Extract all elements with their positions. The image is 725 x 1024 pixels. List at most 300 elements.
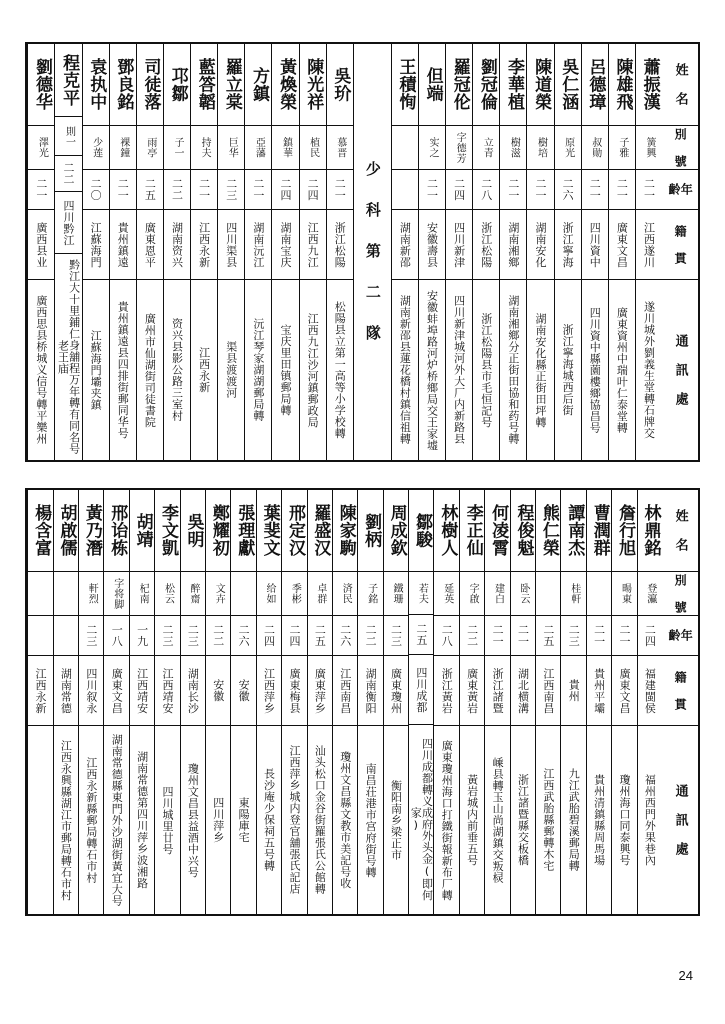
entry-age-text: 二一 — [197, 178, 211, 201]
entry-name-text: 邢定汉 — [285, 504, 305, 557]
entry-alias — [636, 126, 662, 170]
entry-native-text: 江西永新 — [34, 667, 48, 714]
entry-name-text: 藍答韜 — [194, 58, 215, 111]
entry-age — [79, 616, 103, 656]
header-native-text: 籍 貫 — [673, 670, 688, 711]
roster-entry-column — [230, 490, 255, 914]
entry-alias-text: 松云 — [162, 583, 174, 604]
entry-native — [155, 656, 179, 726]
entry-age — [561, 616, 585, 656]
entry-alias — [55, 117, 81, 156]
entry-name-text: 陳雄飛 — [612, 58, 633, 111]
entry-alias-text: 字将脚 — [111, 577, 123, 610]
entry-address-text: 浙江寧海城西后街 — [561, 324, 575, 416]
roster-entry-column — [383, 490, 408, 914]
entry-native — [638, 656, 662, 726]
entry-age — [333, 616, 357, 656]
entry-name — [308, 490, 332, 572]
entry-address-text: 東陽庫宅 — [237, 797, 251, 843]
roster-entry-column — [526, 44, 553, 460]
entry-native — [473, 210, 499, 280]
entry-name — [218, 44, 244, 126]
entry-age-text: 二二 — [170, 178, 184, 201]
entry-address-text: 安徽蚌埠路河炉桥鄉局交王家墟 — [425, 289, 439, 451]
entry-alias — [206, 572, 230, 616]
entry-age — [245, 170, 271, 210]
entry-address-text: 渠县渡渡河 — [224, 341, 238, 399]
entry-address — [609, 280, 635, 460]
entry-name-text: 羅冠伦 — [449, 58, 470, 111]
entry-alias — [28, 126, 54, 170]
entry-age — [419, 170, 445, 210]
entry-native-text: 浙江寧海 — [561, 221, 575, 268]
entry-address — [485, 726, 509, 914]
entry-alias — [473, 126, 499, 170]
roster-entry-column — [27, 44, 54, 460]
entry-alias — [83, 126, 109, 170]
header-alias — [662, 572, 698, 616]
entry-address-text: 宝庆里田镇郵局轉 — [279, 324, 293, 416]
roster-table-top — [25, 42, 700, 462]
entry-name — [561, 490, 585, 572]
entry-name — [587, 490, 611, 572]
entry-age — [308, 616, 332, 656]
entry-address — [392, 280, 418, 460]
entry-age — [638, 616, 662, 656]
entry-alias-text: 軒烈 — [86, 583, 98, 604]
entry-native — [327, 210, 353, 280]
entry-alias-text: 字啟 — [467, 583, 479, 604]
entry-alias-text: 鐵珊 — [390, 583, 402, 604]
entry-alias-text: 字德芳 — [454, 131, 466, 164]
entry-age-text: 二一 — [534, 178, 548, 201]
entry-address — [384, 726, 408, 914]
entry-native — [257, 656, 281, 726]
entry-name-text: 詹行旭 — [615, 504, 636, 557]
entry-name-text: 林樹人 — [437, 504, 458, 557]
entry-native — [300, 210, 326, 280]
entry-native-text: 四川叙永 — [84, 667, 98, 714]
entry-age-text: 二四 — [306, 178, 320, 201]
entry-native-text: 廣東黃岩 — [465, 667, 479, 714]
entry-age — [409, 615, 433, 655]
entry-native — [485, 656, 509, 726]
entry-native-text: 貴州平壩 — [592, 667, 606, 714]
entry-age-text: 二三 — [186, 624, 200, 647]
entry-native — [358, 656, 382, 726]
entry-name — [83, 44, 109, 126]
roster-entry-column — [326, 44, 353, 460]
entry-age — [392, 170, 418, 210]
entry-native-text: 湖南新邵 — [398, 221, 412, 268]
entry-native-text: 福建閩侯 — [643, 667, 657, 714]
entry-address-text: 江西永新縣郵局轉石市村 — [84, 756, 98, 884]
entry-age — [137, 170, 163, 210]
entry-address — [83, 280, 109, 460]
entry-name-text: 但端 — [422, 67, 443, 102]
entry-age — [636, 170, 662, 210]
entry-address-text: 江蘇海門壩夹鎮 — [89, 329, 103, 411]
entry-alias — [333, 572, 357, 616]
entry-native — [231, 656, 255, 726]
entry-native-text: 安徽 — [237, 679, 251, 702]
entry-name-text: 鄧良銘 — [113, 58, 134, 111]
entry-name-text: 李文凱 — [158, 504, 179, 557]
entry-alias — [181, 572, 205, 616]
roster-entry-column — [586, 490, 611, 914]
entry-native-text: 湖南长沙 — [186, 667, 200, 714]
entry-alias-text: 卧云 — [517, 583, 529, 604]
entry-age-text: 二一 — [425, 178, 439, 201]
header-name-text: 姓 名 — [672, 63, 688, 106]
header-age — [662, 616, 698, 656]
entry-alias-text: 樹滋 — [508, 137, 520, 158]
entry-address — [612, 726, 636, 914]
entry-alias-text: 给如 — [264, 583, 276, 604]
entry-age — [384, 616, 408, 656]
entry-native — [587, 656, 611, 726]
entry-native — [392, 210, 418, 280]
entry-alias-text: 雨亭 — [144, 137, 156, 158]
entry-name — [555, 44, 581, 126]
entry-name — [104, 490, 128, 572]
entry-native — [54, 656, 78, 726]
entry-address-text: 汕头松口金谷街羅張氏公館轉 — [313, 745, 327, 895]
entry-alias-text: 少莲 — [90, 137, 102, 158]
entry-alias-text: 醉齋 — [187, 583, 199, 604]
entry-name — [460, 490, 484, 572]
roster-entry-column — [357, 490, 382, 914]
entry-native-text: 湖南资兴 — [170, 221, 184, 268]
entry-address-text: 四川成都轉义成府外头金(即何家) — [409, 737, 434, 901]
entry-name — [434, 490, 458, 572]
entry-address — [164, 280, 190, 460]
entry-age — [155, 616, 179, 656]
entry-native-text: 江西九江 — [306, 221, 320, 268]
entry-alias — [561, 572, 585, 616]
header-address-text: 通 訊 處 — [672, 334, 688, 406]
roster-entry-column — [129, 490, 154, 914]
entry-name-text: 吳明 — [183, 513, 204, 548]
entry-address — [79, 726, 103, 914]
entry-alias-text: 登灜 — [644, 583, 656, 604]
entry-address-text: 松陽县立第一高等小学校轉 — [333, 301, 347, 439]
entry-name — [272, 44, 298, 126]
entry-age — [555, 170, 581, 210]
entry-alias-text: 延英 — [441, 583, 453, 604]
roster-entry-column — [484, 490, 509, 914]
entry-name-text: 熊仁榮 — [538, 504, 559, 557]
entry-name — [257, 490, 281, 572]
entry-name — [511, 490, 535, 572]
entry-native — [282, 656, 306, 726]
entry-alias — [434, 572, 458, 616]
entry-native — [582, 210, 608, 280]
entry-name-text: 周成欽 — [386, 504, 407, 557]
entry-alias-text: 建白 — [492, 583, 504, 604]
entry-age-text: 二五 — [541, 624, 555, 647]
entry-name-text: 何凌霄 — [488, 504, 509, 557]
entry-alias — [582, 126, 608, 170]
entry-native-text: 廣東文昌 — [615, 221, 629, 268]
entry-age — [500, 170, 526, 210]
entry-name-text: 曹潤群 — [589, 504, 610, 557]
entry-native-text: 廣東恩平 — [143, 221, 157, 268]
entry-alias-text: 子銘 — [365, 583, 377, 604]
header-native — [662, 210, 698, 280]
entry-native — [79, 656, 103, 726]
entry-age — [104, 616, 128, 656]
entry-age — [300, 170, 326, 210]
entry-address — [245, 280, 271, 460]
entry-alias-text: 原光 — [562, 137, 574, 158]
entry-address — [206, 726, 230, 914]
entry-native-text: 四川新津 — [452, 221, 466, 268]
entry-alias — [282, 572, 306, 616]
entry-age-text: 二一 — [491, 624, 505, 647]
entry-age-text: 二一 — [615, 178, 629, 201]
entry-name — [191, 44, 217, 126]
entry-address — [434, 726, 458, 914]
entry-alias-text: 若夫 — [416, 582, 428, 604]
roster-entry-column — [299, 44, 326, 460]
entry-age — [54, 616, 78, 656]
entry-alias-text: 亞藩 — [253, 137, 265, 158]
entry-alias — [245, 126, 271, 170]
entry-age-text: 二一 — [333, 178, 347, 201]
entry-native-text: 廣東梅县 — [287, 667, 301, 714]
entry-native-text: 湖南沅江 — [251, 221, 265, 268]
entry-name — [110, 44, 136, 126]
entry-name-text: 吳仁涵 — [558, 58, 579, 111]
entry-alias-text: 鎮華 — [280, 137, 292, 158]
entry-address-text: 廣東資州中瑞叶仁泰堂轉 — [615, 306, 629, 434]
entry-native — [218, 210, 244, 280]
entry-age — [231, 616, 255, 656]
page-number: 24 — [678, 968, 693, 983]
entry-age-text: 二五 — [143, 178, 157, 201]
entry-address-text: 江西永新 — [197, 347, 211, 393]
entry-alias — [272, 126, 298, 170]
entry-native-text: 安徽壽县 — [425, 221, 439, 268]
entry-address — [110, 280, 136, 460]
entry-alias — [384, 572, 408, 616]
entry-age-text: 二四 — [643, 624, 657, 647]
entry-age-text: 二一 — [516, 624, 530, 647]
entry-address-text: 四川城里廿号 — [160, 785, 174, 855]
entry-name — [527, 44, 553, 126]
entry-address — [308, 726, 332, 914]
entry-age — [609, 170, 635, 210]
entry-alias-text: 杞南 — [137, 583, 149, 604]
roster-entry-column — [637, 490, 662, 914]
entry-age-text: 二八 — [479, 178, 493, 201]
roster-entry-column — [109, 44, 136, 460]
roster-entry-column — [332, 490, 357, 914]
entry-address-text: 瓊州文昌縣文教市美記号收 — [338, 751, 352, 889]
entry-age — [28, 616, 52, 656]
entry-native — [137, 210, 163, 280]
entry-address — [555, 280, 581, 460]
entry-name — [419, 44, 445, 126]
entry-age-text: 二一 — [251, 178, 265, 201]
entry-alias-text: 樹培 — [535, 137, 547, 158]
roster-entry-column — [82, 44, 109, 460]
entry-alias — [500, 126, 526, 170]
entry-age-text: 二二 — [62, 162, 76, 186]
entry-native — [500, 210, 526, 280]
entry-age-text: 二三 — [567, 624, 581, 647]
entry-age — [446, 170, 472, 210]
entry-native — [110, 210, 136, 280]
entry-name-text: 蕭振漢 — [639, 58, 660, 111]
column-headers — [662, 490, 698, 914]
entry-native-text: 江蘇海門 — [89, 221, 103, 268]
entry-alias — [612, 572, 636, 616]
entry-address-text: 浙江松陽县市毛恒記号 — [479, 312, 493, 428]
entry-name — [181, 490, 205, 572]
entry-native — [527, 210, 553, 280]
entry-name-text: 羅立棠 — [221, 58, 242, 111]
entry-alias-text: 持夫 — [199, 137, 211, 158]
entry-alias-text: 澤光 — [36, 137, 48, 158]
entry-name-text: 陳光祥 — [303, 58, 324, 111]
roster-entry-column — [271, 44, 298, 460]
entry-alias — [130, 572, 154, 616]
entry-address — [536, 726, 560, 914]
entry-age-text: 二二 — [211, 624, 225, 647]
roster-entry-column — [244, 44, 271, 460]
entry-age-text: 二六 — [561, 178, 575, 201]
entry-native — [536, 656, 560, 726]
entry-native-text: 廣東文昌 — [618, 667, 632, 714]
entry-address-text: 江西九江沙河鎮郵政局 — [306, 312, 320, 428]
entry-alias — [587, 572, 611, 616]
entry-native-text: 廣東瓊州 — [389, 667, 403, 714]
entry-alias-text: 文卉 — [213, 583, 225, 604]
entry-native — [419, 210, 445, 280]
entry-name — [155, 490, 179, 572]
entry-address-text: 廣西思县桥城义信号轉平樂州 — [34, 295, 48, 445]
entry-address — [155, 726, 179, 914]
entry-native — [55, 192, 81, 254]
entry-age-text: 二一 — [592, 624, 606, 647]
entry-native-text: 江西萍乡 — [262, 667, 276, 714]
entry-native — [104, 656, 128, 726]
entry-age — [587, 616, 611, 656]
entry-native — [636, 210, 662, 280]
entry-name — [582, 44, 608, 126]
roster-entry-column — [459, 490, 484, 914]
entry-alias-text: 实之 — [427, 137, 439, 158]
entry-name-text: 胡靖 — [132, 513, 153, 548]
entry-age — [282, 616, 306, 656]
entry-age — [181, 616, 205, 656]
entry-name — [28, 44, 54, 126]
entry-address — [587, 726, 611, 914]
entry-address-text: 四川資中縣薗樓鄉協昌号 — [588, 306, 602, 434]
entry-alias-text: 簧興 — [644, 137, 656, 158]
roster-entry-column — [136, 44, 163, 460]
entry-address-text: 貴州鎮遠县四排街郵同华号 — [116, 301, 130, 439]
entry-name — [137, 44, 163, 126]
entry-alias — [155, 572, 179, 616]
entry-age — [434, 616, 458, 656]
entry-native-text: 廣東萍乡 — [313, 667, 327, 714]
entry-age-text: 一九 — [135, 624, 149, 647]
entry-native — [308, 656, 332, 726]
roster-entry-column — [154, 490, 179, 914]
entry-native — [83, 210, 109, 280]
entry-alias — [609, 126, 635, 170]
entry-native-text: 浙江諸暨 — [491, 667, 505, 714]
entry-alias-text: 立青 — [481, 137, 493, 158]
entry-age-text: 二一 — [618, 624, 632, 647]
entry-name-text: 葉斐文 — [259, 504, 280, 557]
entry-alias-text: 子雅 — [616, 137, 628, 158]
entry-age — [460, 616, 484, 656]
entry-name-text: 陳家駒 — [335, 504, 356, 557]
entry-alias — [555, 126, 581, 170]
entry-native-text: 江西南昌 — [541, 667, 555, 714]
entry-alias — [638, 572, 662, 616]
entry-native-text: 湖南衡阳 — [364, 667, 378, 714]
entry-address — [446, 280, 472, 460]
roster-entry-column — [391, 44, 418, 460]
entry-alias — [527, 126, 553, 170]
entry-name — [609, 44, 635, 126]
entry-age — [191, 170, 217, 210]
roster-entry-column — [54, 44, 81, 460]
entry-name — [536, 490, 560, 572]
entry-address — [473, 280, 499, 460]
entry-age-text: 二二 — [465, 624, 479, 647]
group-label — [353, 44, 391, 460]
entry-address — [500, 280, 526, 460]
entry-alias-text: 植民 — [307, 137, 319, 158]
entry-alias — [485, 572, 509, 616]
entry-address-text: 貴州清鎮縣周馬場 — [592, 774, 606, 866]
entry-native — [191, 210, 217, 280]
entry-address — [137, 280, 163, 460]
entry-alias — [460, 572, 484, 616]
entry-native — [181, 656, 205, 726]
entry-alias — [409, 572, 433, 616]
entry-name-text: 方鎮 — [248, 67, 269, 102]
entry-native-text: 浙江松陽 — [333, 221, 347, 268]
entry-native-text: 浙江黃岩 — [440, 667, 454, 714]
entry-age-text: 二三 — [160, 624, 174, 647]
entry-address — [409, 725, 433, 914]
entry-address — [218, 280, 244, 460]
header-alias — [662, 126, 698, 170]
entry-native-text: 湖南安化 — [534, 221, 548, 268]
entry-age-text: 二一 — [116, 178, 130, 201]
entry-address-text: 江西萍乡城内登官舖張氏記店 — [287, 745, 301, 895]
entry-address — [231, 726, 255, 914]
entry-name-text: 邛鄒 — [167, 67, 188, 102]
entry-address-text: 湖南新邵县蓮花橋村鎮信祖轉 — [398, 295, 412, 445]
entry-address — [28, 726, 52, 914]
entry-address — [130, 726, 154, 914]
entry-alias-text: 裸鐘 — [117, 137, 129, 158]
entry-address — [511, 726, 535, 914]
roster-entry-column — [53, 490, 78, 914]
entry-address — [638, 726, 662, 914]
roster-entry-column — [472, 44, 499, 460]
entry-alias-text: 巨华 — [226, 137, 238, 158]
entry-native — [555, 210, 581, 280]
